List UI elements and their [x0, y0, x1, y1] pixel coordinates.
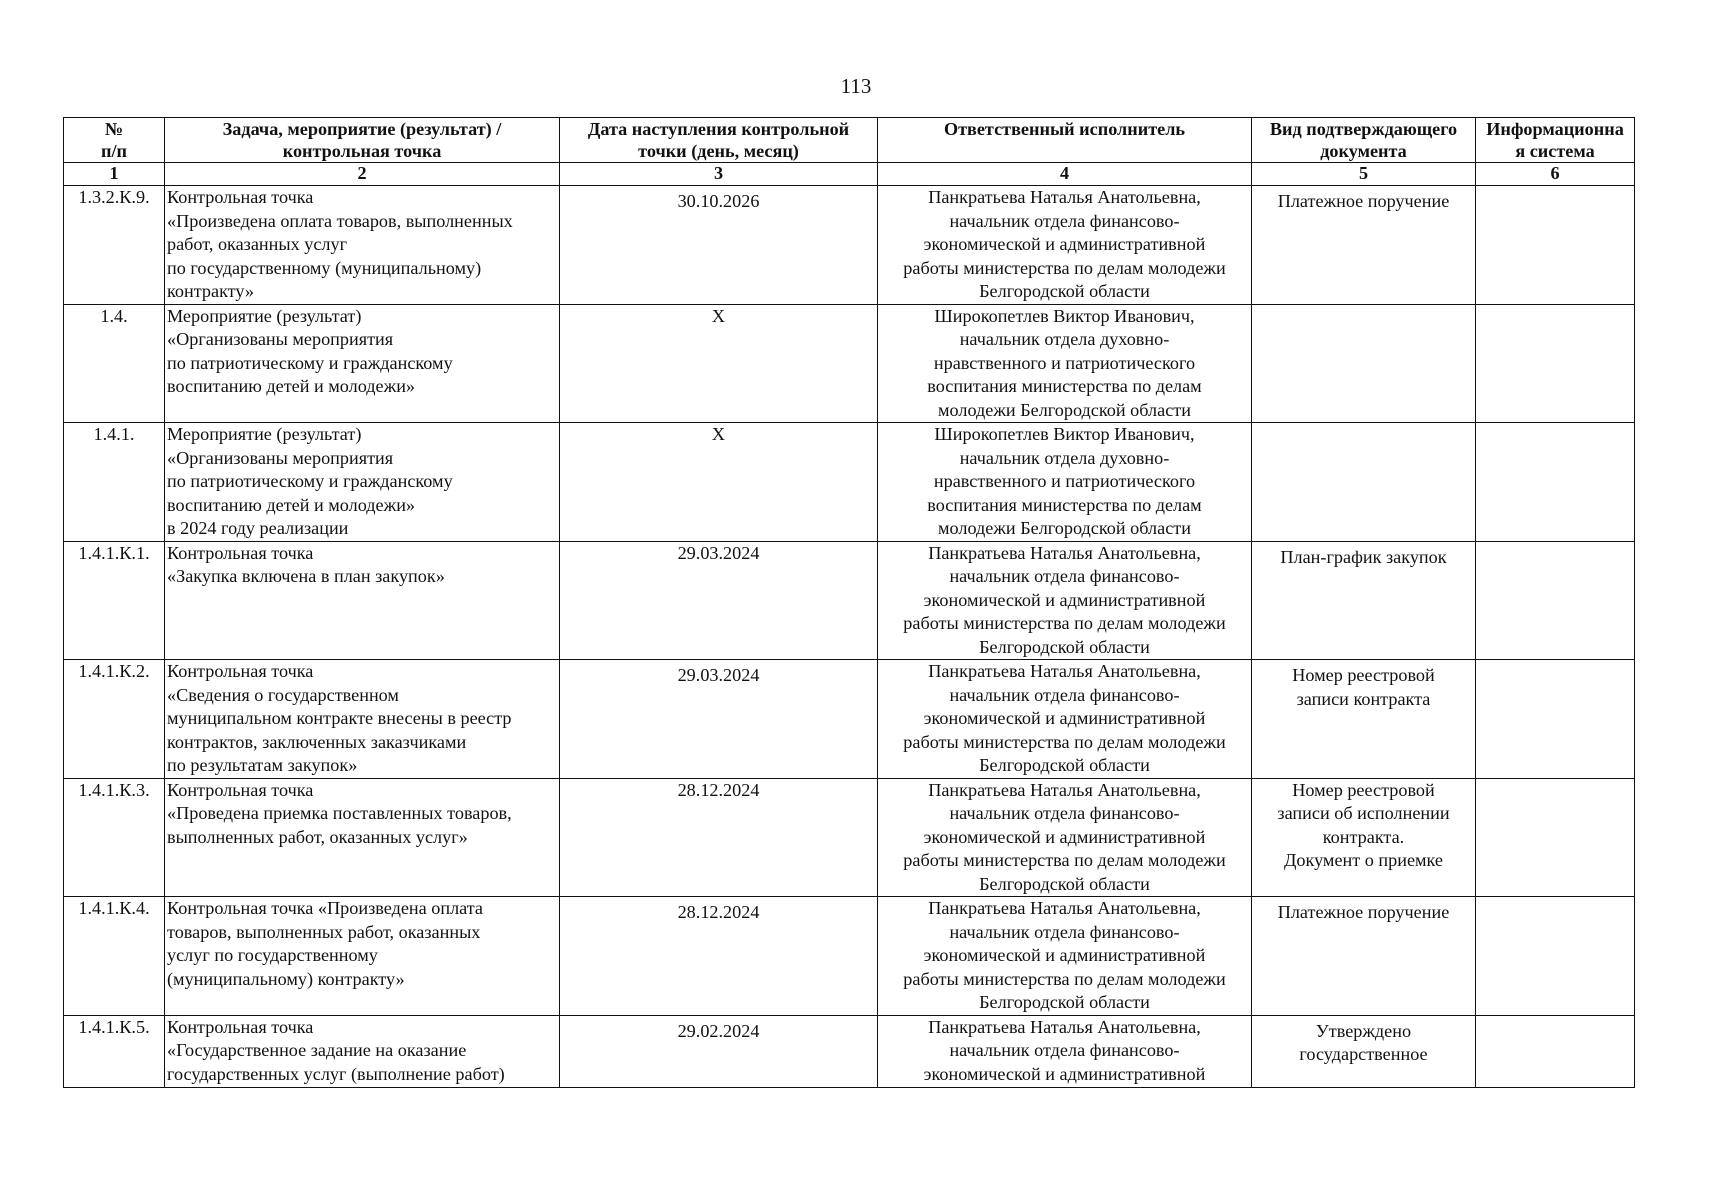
task-cell: Контрольная точка «Закупка включена в план закупок» [165, 541, 560, 660]
row-number: 1.4.1.К.4. [64, 897, 165, 1016]
document-cell [1252, 304, 1476, 423]
task-cell: Контрольная точка «Сведения о государственном муниципальном контракте внесены в реестр контрактов, заключенных заказчиками по результатам закупок» [165, 660, 560, 779]
column-number: 1 [64, 163, 165, 186]
column-number: 4 [878, 163, 1252, 186]
table-row [64, 423, 1635, 542]
table-row [64, 186, 1635, 305]
system-cell [1476, 423, 1635, 542]
document-cell [1252, 423, 1476, 542]
executor-cell: Панкратьева Наталья Анатольевна, начальник отдела финансово- экономической и административной [878, 1015, 1252, 1087]
row-number: 1.4.1. [64, 423, 165, 542]
table-row [64, 1015, 1635, 1087]
date-cell: 29.03.2024 [560, 541, 878, 660]
document-cell: План-график закупок [1252, 541, 1476, 660]
document-cell: Номер реестровой записи об исполнении контракта. Документ о приемке [1252, 778, 1476, 897]
row-number: 1.4. [64, 304, 165, 423]
table-row [64, 304, 1635, 423]
table-row [64, 660, 1635, 779]
document-cell: Платежное поручение [1252, 186, 1476, 305]
table-row [64, 541, 1635, 660]
task-cell: Мероприятие (результат) «Организованы мероприятия по патриотическому и гражданскому воспитанию детей и молодежи» в 2024 году реализации [165, 423, 560, 542]
executor-cell: Панкратьева Наталья Анатольевна, начальник отдела финансово- экономической и административной работы министерства по делам молодежи Белгородской области [878, 660, 1252, 779]
date-cell: Х [560, 423, 878, 542]
date-cell: 28.12.2024 [560, 897, 878, 1016]
system-cell [1476, 778, 1635, 897]
system-cell [1476, 304, 1635, 423]
system-cell [1476, 541, 1635, 660]
table-row [64, 897, 1635, 1016]
column-number: 3 [560, 163, 878, 186]
task-cell: Мероприятие (результат) «Организованы мероприятия по патриотическому и гражданскому воспитанию детей и молодежи» [165, 304, 560, 423]
header-system: Информационна я система [1476, 118, 1635, 163]
table-row [64, 778, 1635, 897]
row-number: 1.4.1.К.3. [64, 778, 165, 897]
system-cell [1476, 1015, 1635, 1087]
document-cell: Утверждено государственное [1252, 1015, 1476, 1087]
executor-cell: Панкратьева Наталья Анатольевна, начальник отдела финансово- экономической и административной работы министерства по делам молодежи Белгородской области [878, 186, 1252, 305]
page-number: 113 [840, 74, 872, 98]
system-cell [1476, 897, 1635, 1016]
task-cell: Контрольная точка «Произведена оплата товаров, выполненных работ, оказанных услуг по государственному (муниципальному) контракту» [165, 897, 560, 1016]
executor-cell: Широкопетлев Виктор Иванович, начальник отдела духовно- нравственного и патриотического воспитания министерства по делам молодежи Белгородской области [878, 423, 1252, 542]
date-cell: 29.03.2024 [560, 660, 878, 779]
executor-cell: Панкратьева Наталья Анатольевна, начальник отдела финансово- экономической и административной работы министерства по делам молодежи Белгородской области [878, 778, 1252, 897]
column-number: 5 [1252, 163, 1476, 186]
system-cell [1476, 186, 1635, 305]
table-header-row [64, 118, 1635, 163]
executor-cell: Панкратьева Наталья Анатольевна, начальник отдела финансово- экономической и административной работы министерства по делам молодежи Белгородской области [878, 541, 1252, 660]
row-number: 1.3.2.К.9. [64, 186, 165, 305]
header-task: Задача, мероприятие (результат) / контрольная точка [165, 118, 560, 163]
task-cell: Контрольная точка «Проведена приемка поставленных товаров, выполненных работ, оказанных услуг» [165, 778, 560, 897]
row-number: 1.4.1.К.1. [64, 541, 165, 660]
header-number: № п/п [64, 118, 165, 163]
date-cell: 28.12.2024 [560, 778, 878, 897]
executor-cell: Широкопетлев Виктор Иванович, начальник отдела духовно- нравственного и патриотического воспитания министерства по делам молодежи Белгородской области [878, 304, 1252, 423]
executor-cell: Панкратьева Наталья Анатольевна, начальник отдела финансово- экономической и административной работы министерства по делам молодежи Белгородской области [878, 897, 1252, 1016]
header-document: Вид подтверждающего документа [1252, 118, 1476, 163]
task-cell: Контрольная точка «Государственное задание на оказание государственных услуг (выполнение работ) [165, 1015, 560, 1087]
column-number: 6 [1476, 163, 1635, 186]
header-date: Дата наступления контрольной точки (день, месяц) [560, 118, 878, 163]
document-cell: Номер реестровой записи контракта [1252, 660, 1476, 779]
date-cell: 29.02.2024 [560, 1015, 878, 1087]
document-cell: Платежное поручение [1252, 897, 1476, 1016]
date-cell: 30.10.2026 [560, 186, 878, 305]
control-points-table [63, 117, 1635, 1088]
date-cell: Х [560, 304, 878, 423]
task-cell: Контрольная точка «Произведена оплата товаров, выполненных работ, оказанных услуг по государственному (муниципальному) контракту» [165, 186, 560, 305]
row-number: 1.4.1.К.5. [64, 1015, 165, 1087]
column-number-row [64, 163, 1635, 186]
column-number: 2 [165, 163, 560, 186]
system-cell [1476, 660, 1635, 779]
row-number: 1.4.1.К.2. [64, 660, 165, 779]
header-executor: Ответственный исполнитель [878, 118, 1252, 163]
